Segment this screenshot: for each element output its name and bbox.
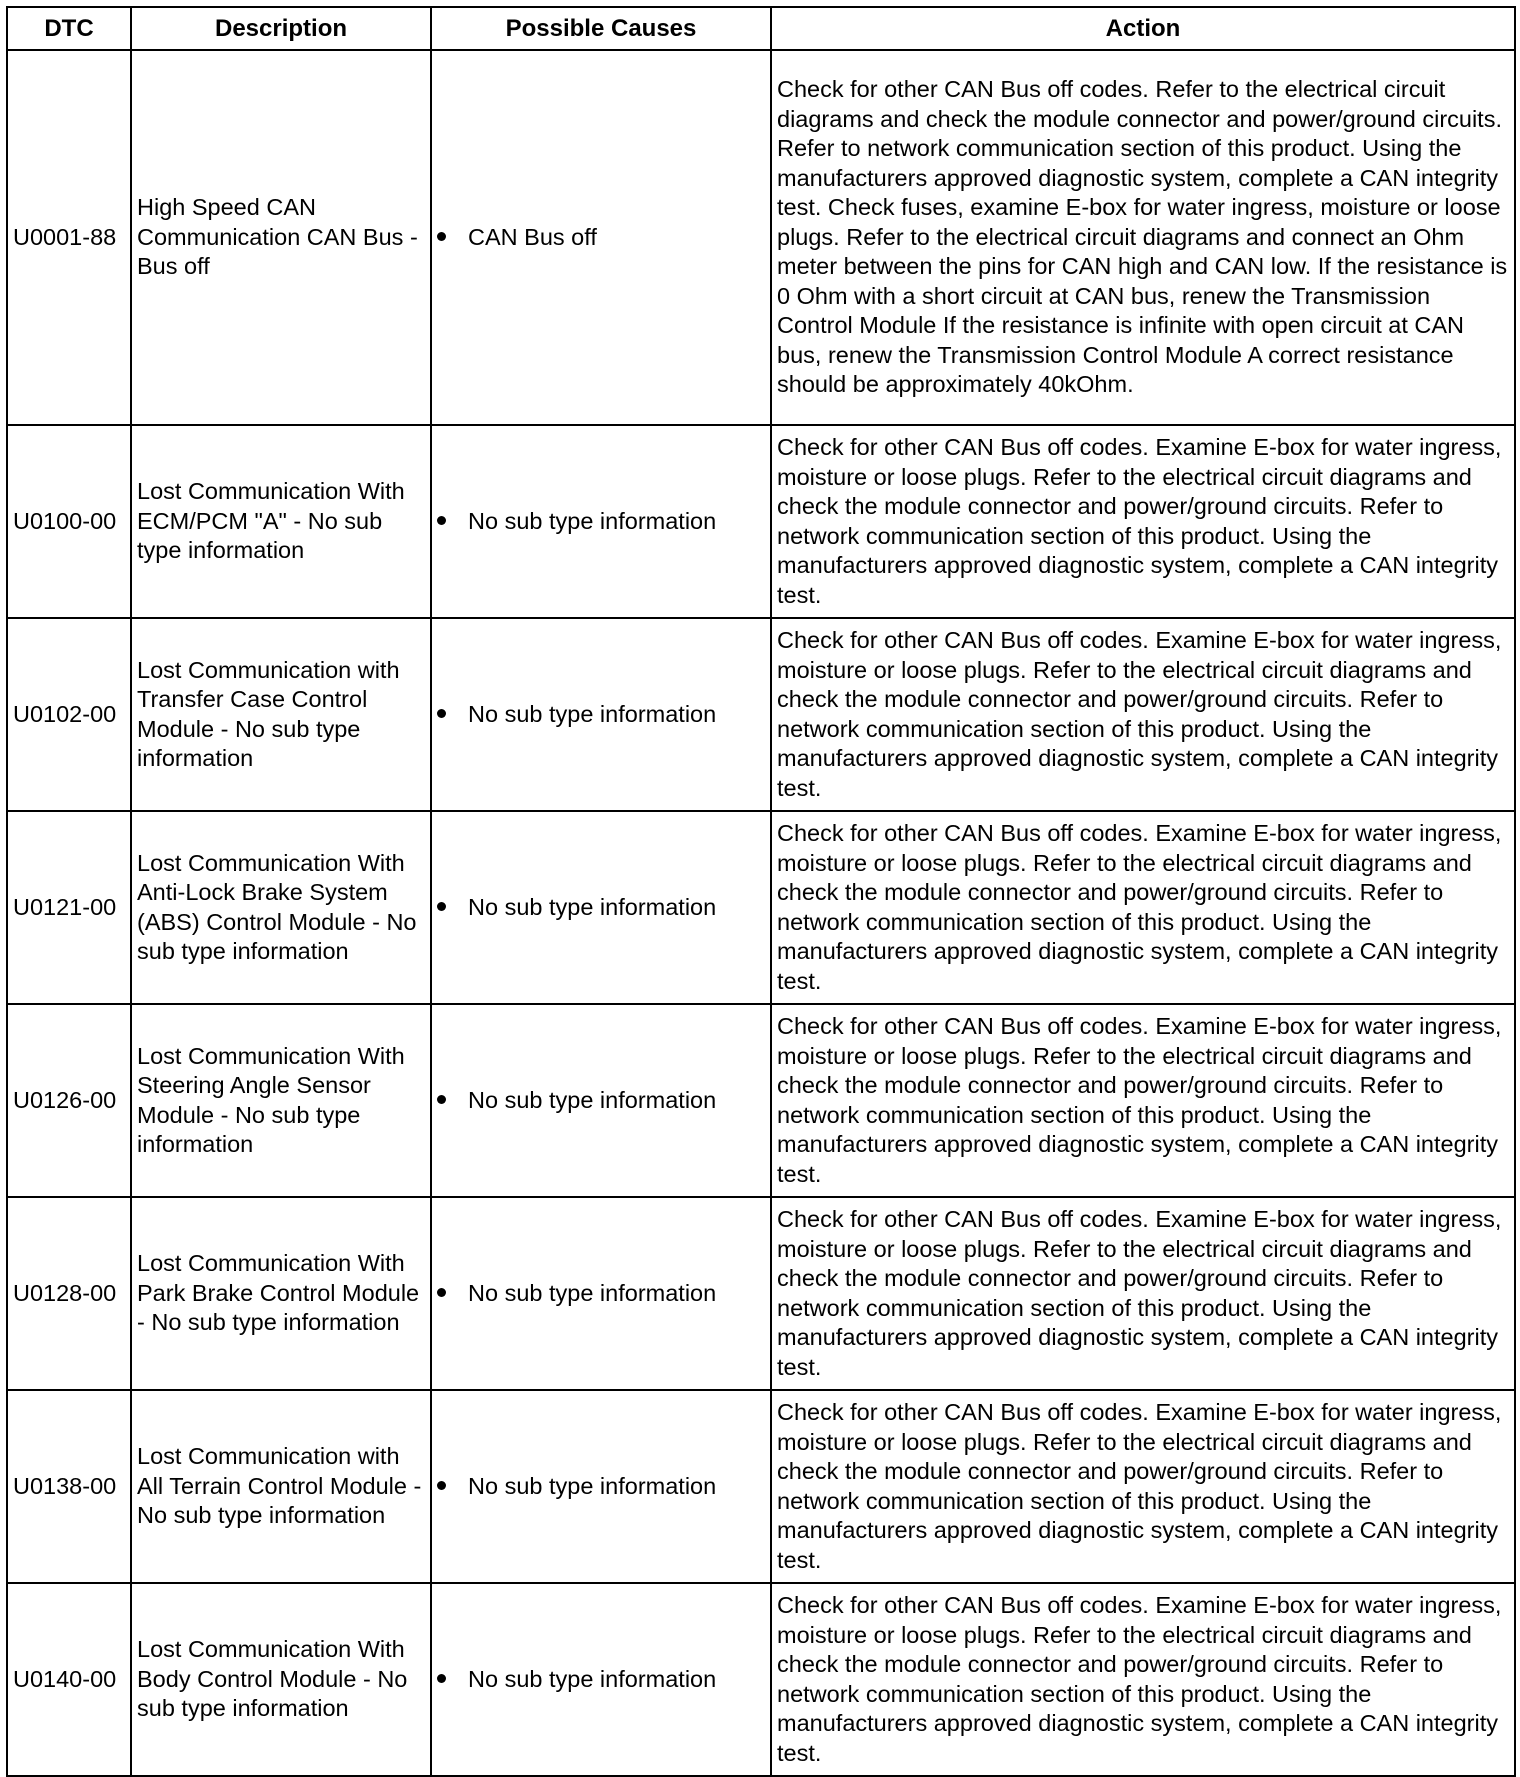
dtc-description: Lost Communication With ECM/PCM "A" - No sub type information xyxy=(131,425,431,618)
bullet-icon xyxy=(437,516,446,525)
cause-text: CAN Bus off xyxy=(468,223,597,250)
cause-text: No sub type information xyxy=(468,1472,717,1499)
possible-cause xyxy=(431,50,771,425)
cause-text: No sub type information xyxy=(468,893,717,920)
dtc-action: Check for other CAN Bus off codes. Examine E-box for water ingress, moisture or loose plugs. Refer to the electrical circuit diagrams and check the module connector and power/ground circuits. Refer to network communication section of this product. Using the manufacturers approved diagnostic system, complete a CAN integrity test. xyxy=(771,1197,1515,1390)
table-row xyxy=(7,1390,1515,1583)
dtc-description: High Speed CAN Communication CAN Bus - Bus off xyxy=(131,50,431,425)
bullet-icon xyxy=(437,1481,446,1490)
possible-cause xyxy=(431,618,771,811)
cause-text: No sub type information xyxy=(468,1086,717,1113)
dtc-code: U0128-00 xyxy=(7,1197,131,1390)
dtc-action: Check for other CAN Bus off codes. Refer to the electrical circuit diagrams and check the module connector and power/ground circuits. Refer to network communication section of this product. Using the manufacturers approved diagnostic system, complete a CAN integrity test. Check fuses, examine E-box for water ingress, moisture or loose plugs. Refer to the electrical circuit diagrams and connect an Ohm meter between the pins for CAN high and CAN low. If the resistance is 0 Ohm with a short circuit at CAN bus, renew the Transmission Control Module If the resistance is infinite with open circuit at CAN bus, renew the Transmission Control Module A correct resistance should be approximately 40kOhm. xyxy=(771,50,1515,425)
dtc-description: Lost Communication With Park Brake Control Module - No sub type information xyxy=(131,1197,431,1390)
dtc-action: Check for other CAN Bus off codes. Examine E-box for water ingress, moisture or loose plugs. Refer to the electrical circuit diagrams and check the module connector and power/ground circuits. Refer to network communication section of this product. Using the manufacturers approved diagnostic system, complete a CAN integrity test. xyxy=(771,1583,1515,1776)
bullet-icon xyxy=(437,1674,446,1683)
table-row xyxy=(7,618,1515,811)
header-dtc: DTC xyxy=(7,7,131,50)
possible-cause xyxy=(431,1004,771,1197)
header-action: Action xyxy=(771,7,1515,50)
possible-cause xyxy=(431,1197,771,1390)
dtc-description: Lost Communication With Steering Angle Sensor Module - No sub type information xyxy=(131,1004,431,1197)
table-header-row xyxy=(7,7,1515,50)
cause-text: No sub type information xyxy=(468,507,717,534)
dtc-action: Check for other CAN Bus off codes. Examine E-box for water ingress, moisture or loose plugs. Refer to the electrical circuit diagrams and check the module connector and power/ground circuits. Refer to network communication section of this product. Using the manufacturers approved diagnostic system, complete a CAN integrity test. xyxy=(771,425,1515,618)
dtc-action: Check for other CAN Bus off codes. Examine E-box for water ingress, moisture or loose plugs. Refer to the electrical circuit diagrams and check the module connector and power/ground circuits. Refer to network communication section of this product. Using the manufacturers approved diagnostic system, complete a CAN integrity test. xyxy=(771,1004,1515,1197)
bullet-icon xyxy=(437,709,446,718)
bullet-icon xyxy=(437,902,446,911)
cause-text: No sub type information xyxy=(468,1665,717,1692)
bullet-icon xyxy=(437,232,446,241)
dtc-description: Lost Communication with Transfer Case Control Module - No sub type information xyxy=(131,618,431,811)
dtc-code: U0102-00 xyxy=(7,618,131,811)
table-row xyxy=(7,1583,1515,1776)
possible-cause xyxy=(431,425,771,618)
possible-cause xyxy=(431,811,771,1004)
dtc-code: U0138-00 xyxy=(7,1390,131,1583)
dtc-action: Check for other CAN Bus off codes. Examine E-box for water ingress, moisture or loose plugs. Refer to the electrical circuit diagrams and check the module connector and power/ground circuits. Refer to network communication section of this product. Using the manufacturers approved diagnostic system, complete a CAN integrity test. xyxy=(771,1390,1515,1583)
dtc-code: U0121-00 xyxy=(7,811,131,1004)
dtc-code: U0140-00 xyxy=(7,1583,131,1776)
table-row xyxy=(7,811,1515,1004)
dtc-description: Lost Communication With Anti-Lock Brake System (ABS) Control Module - No sub type information xyxy=(131,811,431,1004)
dtc-code: U0126-00 xyxy=(7,1004,131,1197)
table-row xyxy=(7,425,1515,618)
bullet-icon xyxy=(437,1095,446,1104)
cause-text: No sub type information xyxy=(468,1279,717,1306)
dtc-table xyxy=(6,6,1516,1777)
dtc-code: U0100-00 xyxy=(7,425,131,618)
bullet-icon xyxy=(437,1288,446,1297)
possible-cause xyxy=(431,1390,771,1583)
dtc-description: Lost Communication with All Terrain Control Module - No sub type information xyxy=(131,1390,431,1583)
dtc-code: U0001-88 xyxy=(7,50,131,425)
table-row xyxy=(7,1197,1515,1390)
dtc-action: Check for other CAN Bus off codes. Examine E-box for water ingress, moisture or loose plugs. Refer to the electrical circuit diagrams and check the module connector and power/ground circuits. Refer to network communication section of this product. Using the manufacturers approved diagnostic system, complete a CAN integrity test. xyxy=(771,811,1515,1004)
cause-text: No sub type information xyxy=(468,700,717,727)
table-row xyxy=(7,50,1515,425)
possible-cause xyxy=(431,1583,771,1776)
dtc-action: Check for other CAN Bus off codes. Examine E-box for water ingress, moisture or loose plugs. Refer to the electrical circuit diagrams and check the module connector and power/ground circuits. Refer to network communication section of this product. Using the manufacturers approved diagnostic system, complete a CAN integrity test. xyxy=(771,618,1515,811)
dtc-description: Lost Communication With Body Control Module - No sub type information xyxy=(131,1583,431,1776)
header-description: Description xyxy=(131,7,431,50)
header-possible-causes: Possible Causes xyxy=(431,7,771,50)
table-row xyxy=(7,1004,1515,1197)
